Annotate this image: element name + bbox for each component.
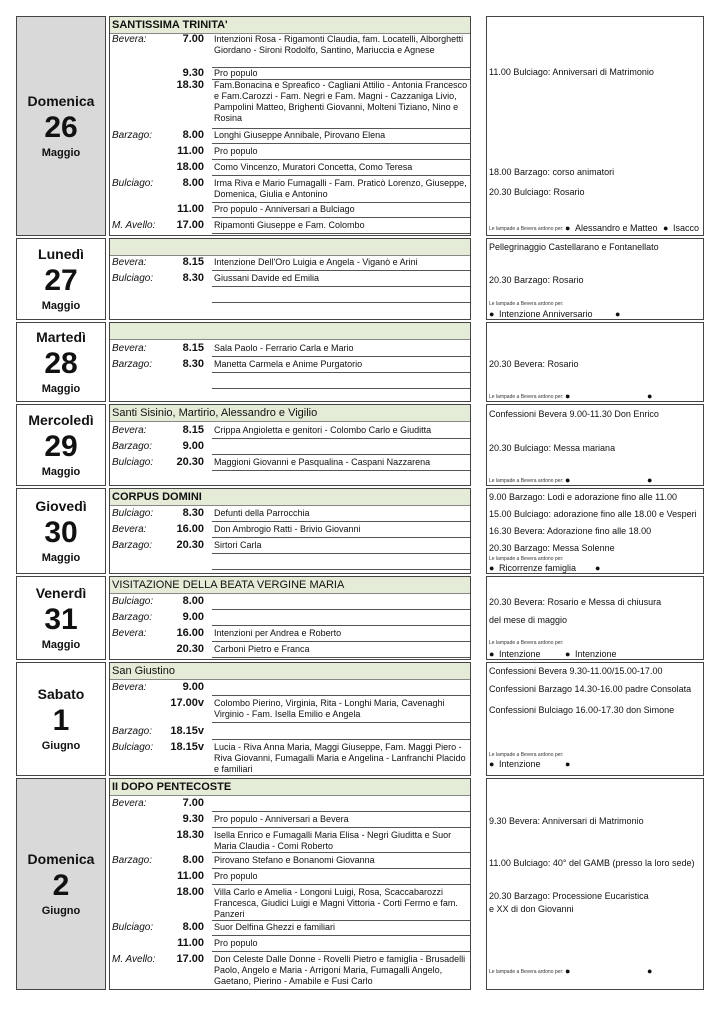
- location-label: Bevera:: [112, 425, 147, 436]
- mass-intention: Pro populo: [212, 68, 470, 80]
- day-month: Maggio: [41, 147, 81, 159]
- mass-intention: Sirtori Carla: [212, 540, 470, 554]
- bullet-icon: ●: [663, 223, 669, 233]
- event-line: 20.30 Barzago: Processione Eucaristica: [489, 891, 649, 901]
- mass-row: [110, 80, 470, 129]
- event-line: 11.00 Bulciago: 40° del GAMB (presso la loro sede): [489, 858, 695, 868]
- mass-row: [110, 596, 470, 610]
- day-cell: [16, 488, 106, 574]
- mass-row: [110, 855, 470, 869]
- mass-time: 18.30: [176, 79, 204, 91]
- mass-time: 18.15v: [170, 741, 204, 753]
- mass-intention: [212, 726, 470, 740]
- day-month: Maggio: [41, 466, 81, 478]
- mass-time: 8.30: [182, 507, 204, 519]
- location-label: [110, 644, 168, 658]
- mass-time: 8.00: [182, 854, 204, 866]
- lamp-label: Le lampade a Bevera ardono per:: [489, 478, 564, 484]
- location-label: Bevera:: [112, 34, 147, 45]
- mass-row: [110, 257, 470, 271]
- lamp-intention: Intenzione: [575, 649, 617, 659]
- mass-intention: Maggioni Giovanni e Pasqualina - Caspani Nazzarena: [212, 457, 470, 471]
- mass-row: [110, 343, 470, 357]
- day-number: 28: [44, 347, 78, 380]
- location-label: Barzago:: [112, 726, 153, 737]
- bullet-icon: ●: [595, 563, 601, 573]
- location-label: Barzago:: [112, 540, 153, 551]
- mass-time: 9.30: [182, 813, 204, 825]
- mass-intention: Don Celeste Dalle Donne - Rovelli Pietro e famiglia - Brusadelli Paolo, Angelo e Maria - Arrigoni Maria, Fumagalli Angelo, Gaetano, Pierino - Amabile e Fusi Carlo: [214, 954, 466, 986]
- event-line: 20.30 Bevera: Rosario: [489, 359, 579, 369]
- location-label: Bevera:: [112, 257, 147, 268]
- location-label: Barzago:: [112, 612, 153, 623]
- mass-time: 20.30: [176, 539, 204, 551]
- day-number: 26: [44, 111, 78, 144]
- day-number: 31: [44, 603, 78, 636]
- liturgical-title: San Giustino: [110, 663, 470, 680]
- day-name: Giovedì: [35, 498, 87, 514]
- location-label: Bulciago:: [112, 596, 154, 607]
- mass-schedule-block: [109, 404, 471, 486]
- day-name: Lunedì: [38, 246, 84, 262]
- lamp-intention: Isacco: [673, 223, 700, 233]
- mass-row: [110, 871, 470, 885]
- mass-time: 11.00: [177, 203, 204, 215]
- location-label: Bevera:: [112, 628, 147, 639]
- mass-intention: Longhi Giuseppe Annibale, Pirovano Elena: [212, 130, 470, 144]
- mass-time: 17.00v: [170, 697, 204, 709]
- mass-row: [110, 887, 470, 921]
- bullet-icon: ●: [489, 563, 495, 573]
- mass-row: [110, 457, 470, 471]
- mass-row: [110, 644, 470, 658]
- mass-intention: Colombo Pierino, Virginia, Rita - Longhi Maria, Cavenaghi Virginio - Fam. Isella Emilio e Angela: [212, 698, 470, 723]
- location-label: [110, 871, 168, 885]
- mass-time: 8.15: [182, 342, 204, 354]
- lamp-intention: Intenzione: [499, 759, 541, 769]
- location-label: [110, 162, 168, 176]
- mass-intention: [212, 441, 470, 455]
- mass-intention: Intenzioni Rosa - Rigamonti Claudia, fam. Locatelli, Alborghetti Giordano - Sironi Rodolfo, Santino, Mariuccia e Agnese: [212, 34, 470, 68]
- location-label: [110, 698, 168, 723]
- lamp-label: Le lampade a Bevera ardono per:: [489, 969, 564, 975]
- mass-intention: Carboni Pietro e Franca: [212, 644, 470, 658]
- mass-time: 9.00: [182, 611, 204, 623]
- event-line: 9.00 Barzago: Lodi e adorazione fino alle 11.00: [489, 492, 677, 502]
- day-number: 29: [44, 430, 78, 463]
- mass-time: 18.30: [176, 829, 204, 841]
- day-month: Maggio: [41, 552, 81, 564]
- mass-row: [110, 289, 470, 303]
- liturgical-title: SANTISSIMA TRINITA': [110, 17, 470, 34]
- mass-row: [110, 220, 470, 234]
- location-label: [110, 204, 168, 218]
- lamp-label: Le lampade a Bevera ardono per:: [489, 556, 564, 562]
- event-line: del mese di maggio: [489, 615, 568, 625]
- mass-row: [110, 34, 470, 68]
- mass-row: [110, 508, 470, 522]
- mass-intention: Villa Carlo e Amelia - Longoni Luigi, Rosa, Scaccabarozzi Francesca, Giudici Luigi e Magni Vittoria - Corti Fermo e fam. Panzeri: [212, 887, 470, 921]
- lamp-label: Le lampade a Bevera ardono per:: [489, 301, 564, 307]
- mass-row: [110, 273, 470, 287]
- bullet-icon: ●: [647, 391, 653, 401]
- bullet-icon: ●: [565, 759, 571, 769]
- mass-row: [110, 682, 470, 696]
- mass-intention: [212, 612, 470, 626]
- liturgical-title: Santi Sisinio, Martirio, Alessandro e Vigilio: [110, 405, 470, 422]
- events-block: [486, 322, 704, 402]
- mass-intention: Isella Enrico e Fumagalli Maria Elisa - Negri Giuditta e Suor Maria Claudia - Comi Roberto: [212, 830, 470, 853]
- mass-row: [110, 375, 470, 389]
- event-line: 9.30 Bevera: Anniversari di Matrimonio: [489, 816, 644, 826]
- event-line: 20.30 Bulciago: Rosario: [489, 187, 585, 197]
- mass-time: 18.00: [176, 886, 204, 898]
- mass-schedule-block: [109, 778, 471, 990]
- mass-time: 11.00: [177, 145, 204, 157]
- mass-intention: [212, 596, 470, 610]
- mass-time: 8.15: [182, 424, 204, 436]
- location-label: Bevera:: [112, 524, 147, 535]
- mass-intention: Defunti della Parrocchia: [212, 508, 470, 522]
- mass-intention: Sala Paolo - Ferrario Carla e Mario: [212, 343, 470, 357]
- location-label: [110, 68, 168, 80]
- mass-schedule-block: [109, 488, 471, 574]
- mass-time: 18.15v: [170, 725, 204, 737]
- mass-time: 11.00: [177, 870, 204, 882]
- mass-intention: Irma Riva e Mario Fumagalli - Fam. Praticò Lorenzo, Giuseppe, Domenica, Giulia e Antonino: [212, 178, 470, 203]
- event-line: e XX di don Giovanni: [489, 904, 574, 914]
- mass-row: [110, 742, 470, 776]
- location-label: M. Avello:: [112, 954, 156, 965]
- mass-row: [110, 726, 470, 740]
- mass-row: [110, 798, 470, 812]
- mass-row: [110, 556, 470, 570]
- event-line: 18.00 Barzago: corso animatori: [489, 167, 615, 177]
- location-label: Bulciago:: [112, 457, 154, 468]
- lamp-label: Le lampade a Bevera ardono per:: [489, 640, 564, 646]
- liturgical-title: [110, 239, 470, 256]
- mass-time: 9.30: [182, 67, 204, 79]
- mass-time: 8.30: [182, 272, 204, 284]
- lamp-label: Le lampade a Bevera ardono per:: [489, 226, 564, 232]
- mass-time: 16.00: [176, 627, 204, 639]
- day-name: Mercoledì: [28, 412, 94, 428]
- mass-intention: Pirovano Stefano e Bonanomi Giovanna: [212, 855, 470, 869]
- mass-row: [110, 68, 470, 80]
- day-cell: [16, 322, 106, 402]
- bullet-icon: ●: [647, 475, 653, 485]
- mass-row: [110, 204, 470, 218]
- mass-time: 17.00: [176, 953, 204, 965]
- day-name: Venerdì: [35, 585, 87, 601]
- mass-row: [110, 130, 470, 144]
- events-block: [486, 488, 704, 574]
- event-line: Pellegrinaggio Castellarano e Fontanellato: [489, 242, 659, 252]
- mass-row: [110, 698, 470, 723]
- lamp-label: Le lampade a Bevera ardono per:: [489, 752, 564, 758]
- location-label: [110, 830, 168, 853]
- empty-line: [212, 375, 470, 389]
- mass-intention: Intenzione Dell'Oro Luigia e Angela - Viganò e Arini: [212, 257, 470, 271]
- day-cell: [16, 238, 106, 320]
- location-label: [110, 887, 168, 921]
- day-number: 1: [52, 704, 70, 737]
- mass-time: 16.00: [176, 523, 204, 535]
- mass-schedule-block: [109, 238, 471, 320]
- empty-line: [212, 556, 470, 570]
- mass-row: [110, 162, 470, 176]
- day-month: Maggio: [41, 300, 81, 312]
- location-label: Barzago:: [112, 359, 153, 370]
- mass-row: [110, 954, 470, 988]
- day-cell: [16, 778, 106, 990]
- day-name: Domenica: [27, 93, 95, 109]
- liturgical-title: CORPUS DOMINI: [110, 489, 470, 506]
- mass-time: 17.00: [176, 219, 204, 231]
- event-line: 11.00 Bulciago: Anniversari di Matrimonio: [489, 67, 654, 77]
- mass-row: [110, 938, 470, 952]
- mass-intention: Como Vincenzo, Muratori Concetta, Como Teresa: [212, 162, 470, 176]
- mass-intention: Pro populo: [212, 146, 470, 160]
- mass-row: [110, 628, 470, 642]
- mass-row: [110, 425, 470, 439]
- liturgical-title: [110, 323, 470, 340]
- mass-row: [110, 830, 470, 853]
- mass-row: [110, 540, 470, 554]
- events-block: [486, 404, 704, 486]
- bullet-icon: ●: [489, 649, 495, 659]
- location-label: Bulciago:: [112, 508, 154, 519]
- mass-row: [110, 146, 470, 160]
- event-line: Confessioni Barzago 14.30-16.00 padre Consolata: [489, 684, 692, 694]
- mass-intention: Fam.Bonacina e Spreafico - Cagliani Attilio - Antonia Francesco e Fam.Carozzi - Fam. Negri e Fam. Magni - Cazzaniga Livio, Pampolini Matteo, Brighenti Giovanni, Molteni Tiziano, Nino e Rosina: [212, 80, 470, 129]
- mass-time: 9.00: [182, 681, 204, 693]
- mass-intention: Ripamonti Giuseppe e Fam. Colombo: [212, 220, 470, 234]
- mass-time: 7.00: [182, 33, 204, 45]
- mass-intention: [212, 682, 470, 696]
- empty-line: [212, 289, 470, 303]
- mass-time: 11.00: [177, 937, 204, 949]
- mass-intention: Pro populo - Anniversari a Bevera: [212, 814, 470, 828]
- mass-intention: Lucia - Riva Anna Maria, Maggi Giuseppe, Fam. Maggi Piero - Riva Giovanni, Fumagalli Maria e Angelina - Lanfranchi Placido e familiari: [212, 742, 470, 776]
- location-label: Barzago:: [112, 441, 153, 452]
- event-line: 20.30 Bulciago: Messa mariana: [489, 443, 616, 453]
- mass-row: [110, 922, 470, 936]
- day-name: Martedì: [36, 329, 86, 345]
- mass-schedule-block: [109, 662, 471, 776]
- mass-time: 20.30: [176, 456, 204, 468]
- location-label: Bevera:: [112, 682, 147, 693]
- bullet-icon: ●: [615, 309, 621, 319]
- mass-schedule-block: [109, 16, 471, 236]
- mass-row: [110, 178, 470, 203]
- mass-intention: Pro populo: [212, 871, 470, 885]
- location-label: M. Avello:: [112, 220, 156, 231]
- lamp-intention: Intenzione Anniversario: [499, 309, 593, 319]
- mass-time: 8.00: [182, 595, 204, 607]
- mass-row: [110, 441, 470, 455]
- location-label: Bulciago:: [112, 742, 154, 753]
- mass-time: 9.00: [182, 440, 204, 452]
- bullet-icon: ●: [565, 966, 571, 976]
- mass-intention: Manetta Carmela e Anime Purgatorio: [212, 359, 470, 373]
- event-line: 20.30 Barzago: Messa Solenne: [489, 543, 615, 553]
- events-block: [486, 662, 704, 776]
- location-label: [110, 938, 168, 952]
- mass-intention: Crippa Angioletta e genitori - Colombo Carlo e Giuditta: [212, 425, 470, 439]
- lamp-intention: Intenzione: [499, 649, 541, 659]
- events-block: [486, 16, 704, 236]
- mass-intention: Suor Delfina Ghezzi e familiari: [212, 922, 470, 936]
- event-line: Confessioni Bevera 9.00-11.30 Don Enrico: [489, 409, 659, 419]
- day-number: 2: [52, 869, 70, 902]
- location-label: [110, 80, 168, 129]
- bullet-icon: ●: [489, 309, 495, 319]
- events-block: [486, 238, 704, 320]
- lamp-label: Le lampade a Bevera ardono per:: [489, 394, 564, 400]
- day-name: Sabato: [37, 686, 85, 702]
- day-name: Domenica: [27, 851, 95, 867]
- mass-time: 18.00: [176, 161, 204, 173]
- event-line: 15.00 Bulciago: adorazione fino alle 18.00 e Vesperi: [489, 509, 697, 519]
- liturgical-title: VISITAZIONE DELLA BEATA VERGINE MARIA: [110, 577, 470, 594]
- day-number: 27: [44, 264, 78, 297]
- mass-time: 8.30: [182, 358, 204, 370]
- location-label: Bulciago:: [112, 922, 154, 933]
- day-cell: [16, 404, 106, 486]
- mass-intention: Don Ambrogio Ratti - Brivio Giovanni: [212, 524, 470, 538]
- bullet-icon: ●: [565, 649, 571, 659]
- event-line: 16.30 Bevera: Adorazione fino alle 18.00: [489, 526, 652, 536]
- location-label: [110, 814, 168, 828]
- location-label: [110, 146, 168, 160]
- mass-intention: [212, 798, 470, 812]
- events-block: [486, 778, 704, 990]
- day-cell: [16, 16, 106, 236]
- mass-row: [110, 612, 470, 626]
- location-label: Bulciago:: [112, 178, 154, 189]
- mass-row: [110, 524, 470, 538]
- lamp-intention: Alessandro e Matteo: [575, 223, 658, 233]
- location-label: Bulciago:: [112, 273, 154, 284]
- bullet-icon: ●: [489, 759, 495, 769]
- liturgical-title: II DOPO PENTECOSTE: [110, 779, 470, 796]
- mass-time: 20.30: [176, 643, 204, 655]
- mass-time: 8.15: [182, 256, 204, 268]
- location-label: Bevera:: [112, 343, 147, 354]
- day-month: Giugno: [41, 905, 81, 917]
- mass-schedule-block: [109, 322, 471, 402]
- bullet-icon: ●: [565, 391, 571, 401]
- location-label: Barzago:: [112, 855, 153, 866]
- day-month: Maggio: [41, 383, 81, 395]
- event-line: Confessioni Bulciago 16.00-17.30 don Simone: [489, 705, 675, 715]
- mass-intention: Pro populo: [212, 938, 470, 952]
- day-number: 30: [44, 516, 78, 549]
- location-label: Barzago:: [112, 130, 153, 141]
- day-month: Giugno: [41, 740, 81, 752]
- mass-time: 8.00: [182, 177, 204, 189]
- mass-time: 8.00: [182, 129, 204, 141]
- bullet-icon: ●: [565, 475, 571, 485]
- location-label: Bevera:: [112, 798, 147, 809]
- events-block: [486, 576, 704, 660]
- event-line: 20.30 Bevera: Rosario e Messa di chiusura: [489, 597, 662, 607]
- mass-schedule-block: [109, 576, 471, 660]
- bullet-icon: ●: [565, 223, 571, 233]
- mass-time: 8.00: [182, 921, 204, 933]
- bullet-icon: ●: [647, 966, 653, 976]
- mass-row: [110, 814, 470, 828]
- day-month: Maggio: [41, 639, 81, 651]
- mass-intention: Giussani Davide ed Emilia: [212, 273, 470, 287]
- mass-row: [110, 359, 470, 373]
- mass-time: 7.00: [182, 797, 204, 809]
- mass-intention: Pro populo - Anniversari a Bulciago: [212, 204, 470, 218]
- lamp-intention: Ricorrenze famiglia: [499, 563, 577, 573]
- day-cell: [16, 576, 106, 660]
- event-line: 20.30 Barzago: Rosario: [489, 275, 584, 285]
- mass-intention: Intenzioni per Andrea e Roberto: [212, 628, 470, 642]
- event-line: Confessioni Bevera 9.30-11.00/15.00-17.00: [489, 666, 663, 676]
- day-cell: [16, 662, 106, 776]
